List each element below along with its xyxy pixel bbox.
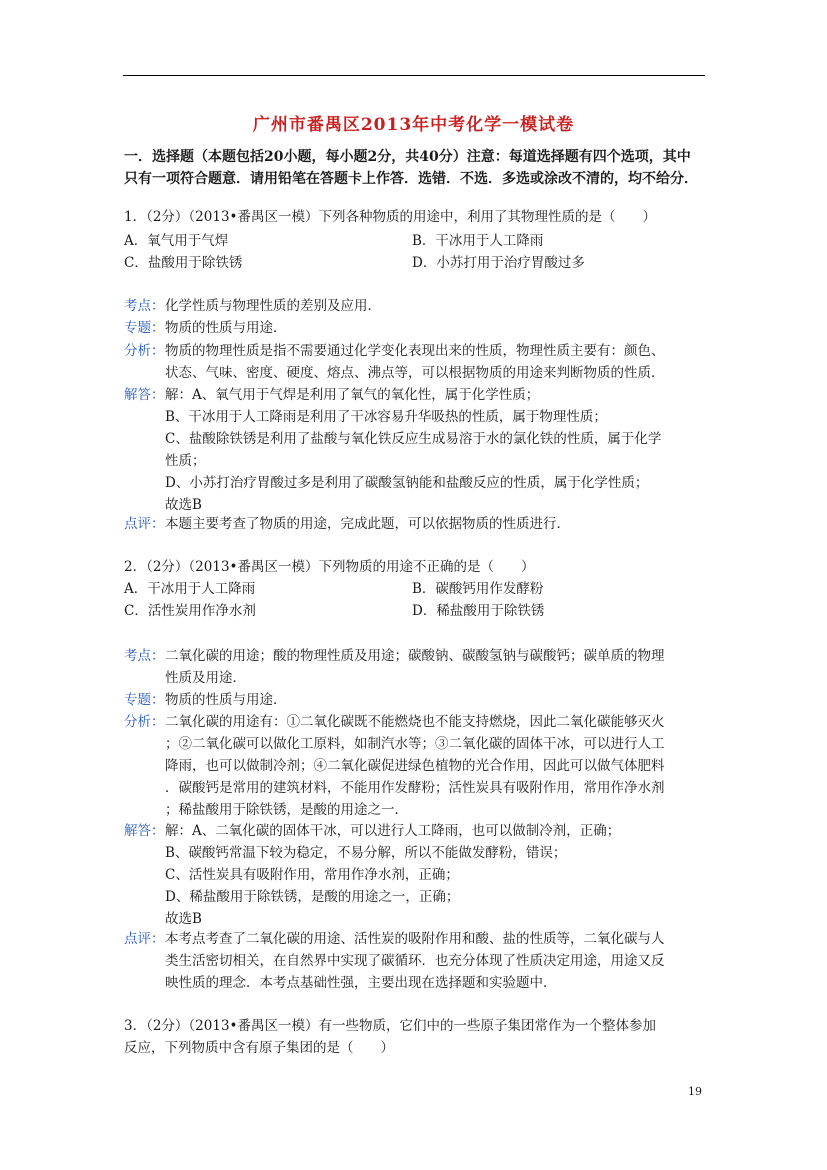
q2-fenxi-line: ．碳酸钙是常用的建筑材料，不能用作发酵粉；活性炭具有吸附作用，常用作净水剂 [165,780,665,796]
q1-jieda-line: 故选B [165,497,202,513]
section-instructions: 一．选择题（本题包括20小题，每小题2分，共40分）注意：每道选择题有四个选项，其中只有一项符合题意．请用铅笔在答题卡上作答．选错．不选．多选或涂改不清的，均不给分． [124,149,698,187]
q1-jieda-line: D、小苏打治疗胃酸过多是利用了碳酸氢钠能和盐酸反应的性质，属于化学性质； [165,475,649,491]
q2-kaodian-line: 二氧化碳的用途；酸的物理性质及用途；碳酸钠、碳酸氢钠与碳酸钙；碳单质的物理 [165,648,665,664]
q2-zhuanti-label: 专题： [124,692,165,708]
q1-dianping-label: 点评： [124,516,165,532]
q1-zhuanti-text: 物质的性质与用途． [165,320,287,336]
question-3-stem-line: 3．（2分）（2013•番禺区一模）有一些物质，它们中的一些原子集团常作为一个整体参加 [124,1018,656,1034]
q2-jieda-label: 解答： [124,823,165,839]
q1-dianping-text: 本题主要考查了物质的用途，完成此题，可以依据物质的性质进行． [165,516,570,532]
q1-jieda-line: B、干冰用于人工降雨是利用了干冰容易升华吸热的性质，属于物理性质； [165,409,607,425]
q2-option-c: C．活性炭用作净水剂 [124,603,256,619]
q1-option-a: A．氧气用于气焊 [124,233,229,249]
q1-fenxi-label: 分析： [124,343,165,359]
q2-option-d: D．稀盐酸用于除铁锈 [412,603,545,619]
q2-jieda-line: B、碳酸钙常温下较为稳定，不易分解，所以不能做发酵粉，错误； [165,845,567,861]
q1-option-b: B．干冰用于人工降雨 [412,233,544,249]
q1-option-c: C．盐酸用于除铁锈 [124,255,243,271]
q1-jieda-line: 性质； [165,453,206,469]
q2-dianping-label: 点评： [124,931,165,947]
page-title: 广州市番禺区2013年中考化学一模试卷 [252,115,575,135]
q2-dianping-line: 映性质的理念．本考点基础性强，主要出现在选择题和实验题中． [165,975,557,991]
q1-zhuanti-label: 专题： [124,320,165,336]
page-number: 19 [688,1085,702,1098]
q2-option-b: B．碳酸钙用作发酵粉 [412,581,544,597]
question-1-stem: 1．（2分）（2013•番禺区一模）下列各种物质的用途中，利用了其物理性质的是（ ） [124,209,656,225]
q2-jieda-line: C、活性炭具有吸附作用，常用作净水剂，正确； [165,867,459,883]
q1-jieda-line: C、盐酸除铁锈是利用了盐酸与氧化铁反应生成易溶于水的氯化铁的性质，属于化学 [165,431,662,447]
q2-jieda-line: 故选B [165,911,202,927]
q1-kaodian-label: 考点： [124,298,165,314]
q2-kaodian-line: 性质及用途． [165,670,246,686]
q1-jieda-line: 解：A、氧气用于气焊是利用了氧气的氧化性，属于化学性质； [165,387,540,403]
question-2-stem: 2．（2分）（2013•番禺区一模）下列物质的用途不正确的是（ ） [124,559,535,575]
q1-option-d: D．小苏打用于治疗胃酸过多 [412,255,585,271]
q1-jieda-label: 解答： [124,387,165,403]
q2-fenxi-line: 降雨，也可以做制冷剂；④二氧化碳促进绿色植物的光合作用，因此可以做气体肥料 [165,758,665,774]
q2-jieda-line: D、稀盐酸用于除铁锈，是酸的用途之一，正确； [165,889,460,905]
q2-option-a: A．干冰用于人工降雨 [124,581,256,597]
header-rule [123,75,705,76]
q1-fenxi-line: 物质的物理性质是指不需要通过化学变化表现出来的性质，物理性质主要有：颜色、 [165,343,665,359]
q2-zhuanti-text: 物质的性质与用途． [165,692,287,708]
q2-fenxi-label: 分析： [124,714,165,730]
q2-jieda-line: 解：A、二氧化碳的固体干冰，可以进行人工降雨，也可以做制冷剂，正确； [165,823,621,839]
q2-dianping-line: 本考点考查了二氧化碳的用途、活性炭的吸附作用和酸、盐的性质等，二氧化碳与人 [165,931,665,947]
q2-fenxi-line: 二氧化碳的用途有：①二氧化碳既不能燃烧也不能支持燃烧，因此二氧化碳能够灭火 [165,714,665,730]
q2-fenxi-line: ；稀盐酸用于除铁锈，是酸的用途之一． [165,802,408,818]
q1-fenxi-line: 状态、气味、密度、硬度、熔点、沸点等，可以根据物质的用途来判断物质的性质． [165,365,665,381]
q2-kaodian-label: 考点： [124,648,165,664]
q2-fenxi-line: ；②二氧化碳可以做化工原料，如制汽水等；③二氧化碳的固体干冰，可以进行人工 [165,736,665,752]
q2-dianping-line: 类生活密切相关，在自然界中实现了碳循环．也充分体现了性质决定用途，用途又反 [165,953,665,969]
question-3-stem-line: 反应，下列物质中含有原子集团的是（ ） [124,1040,394,1056]
q1-kaodian-text: 化学性质与物理性质的差别及应用． [165,298,381,314]
